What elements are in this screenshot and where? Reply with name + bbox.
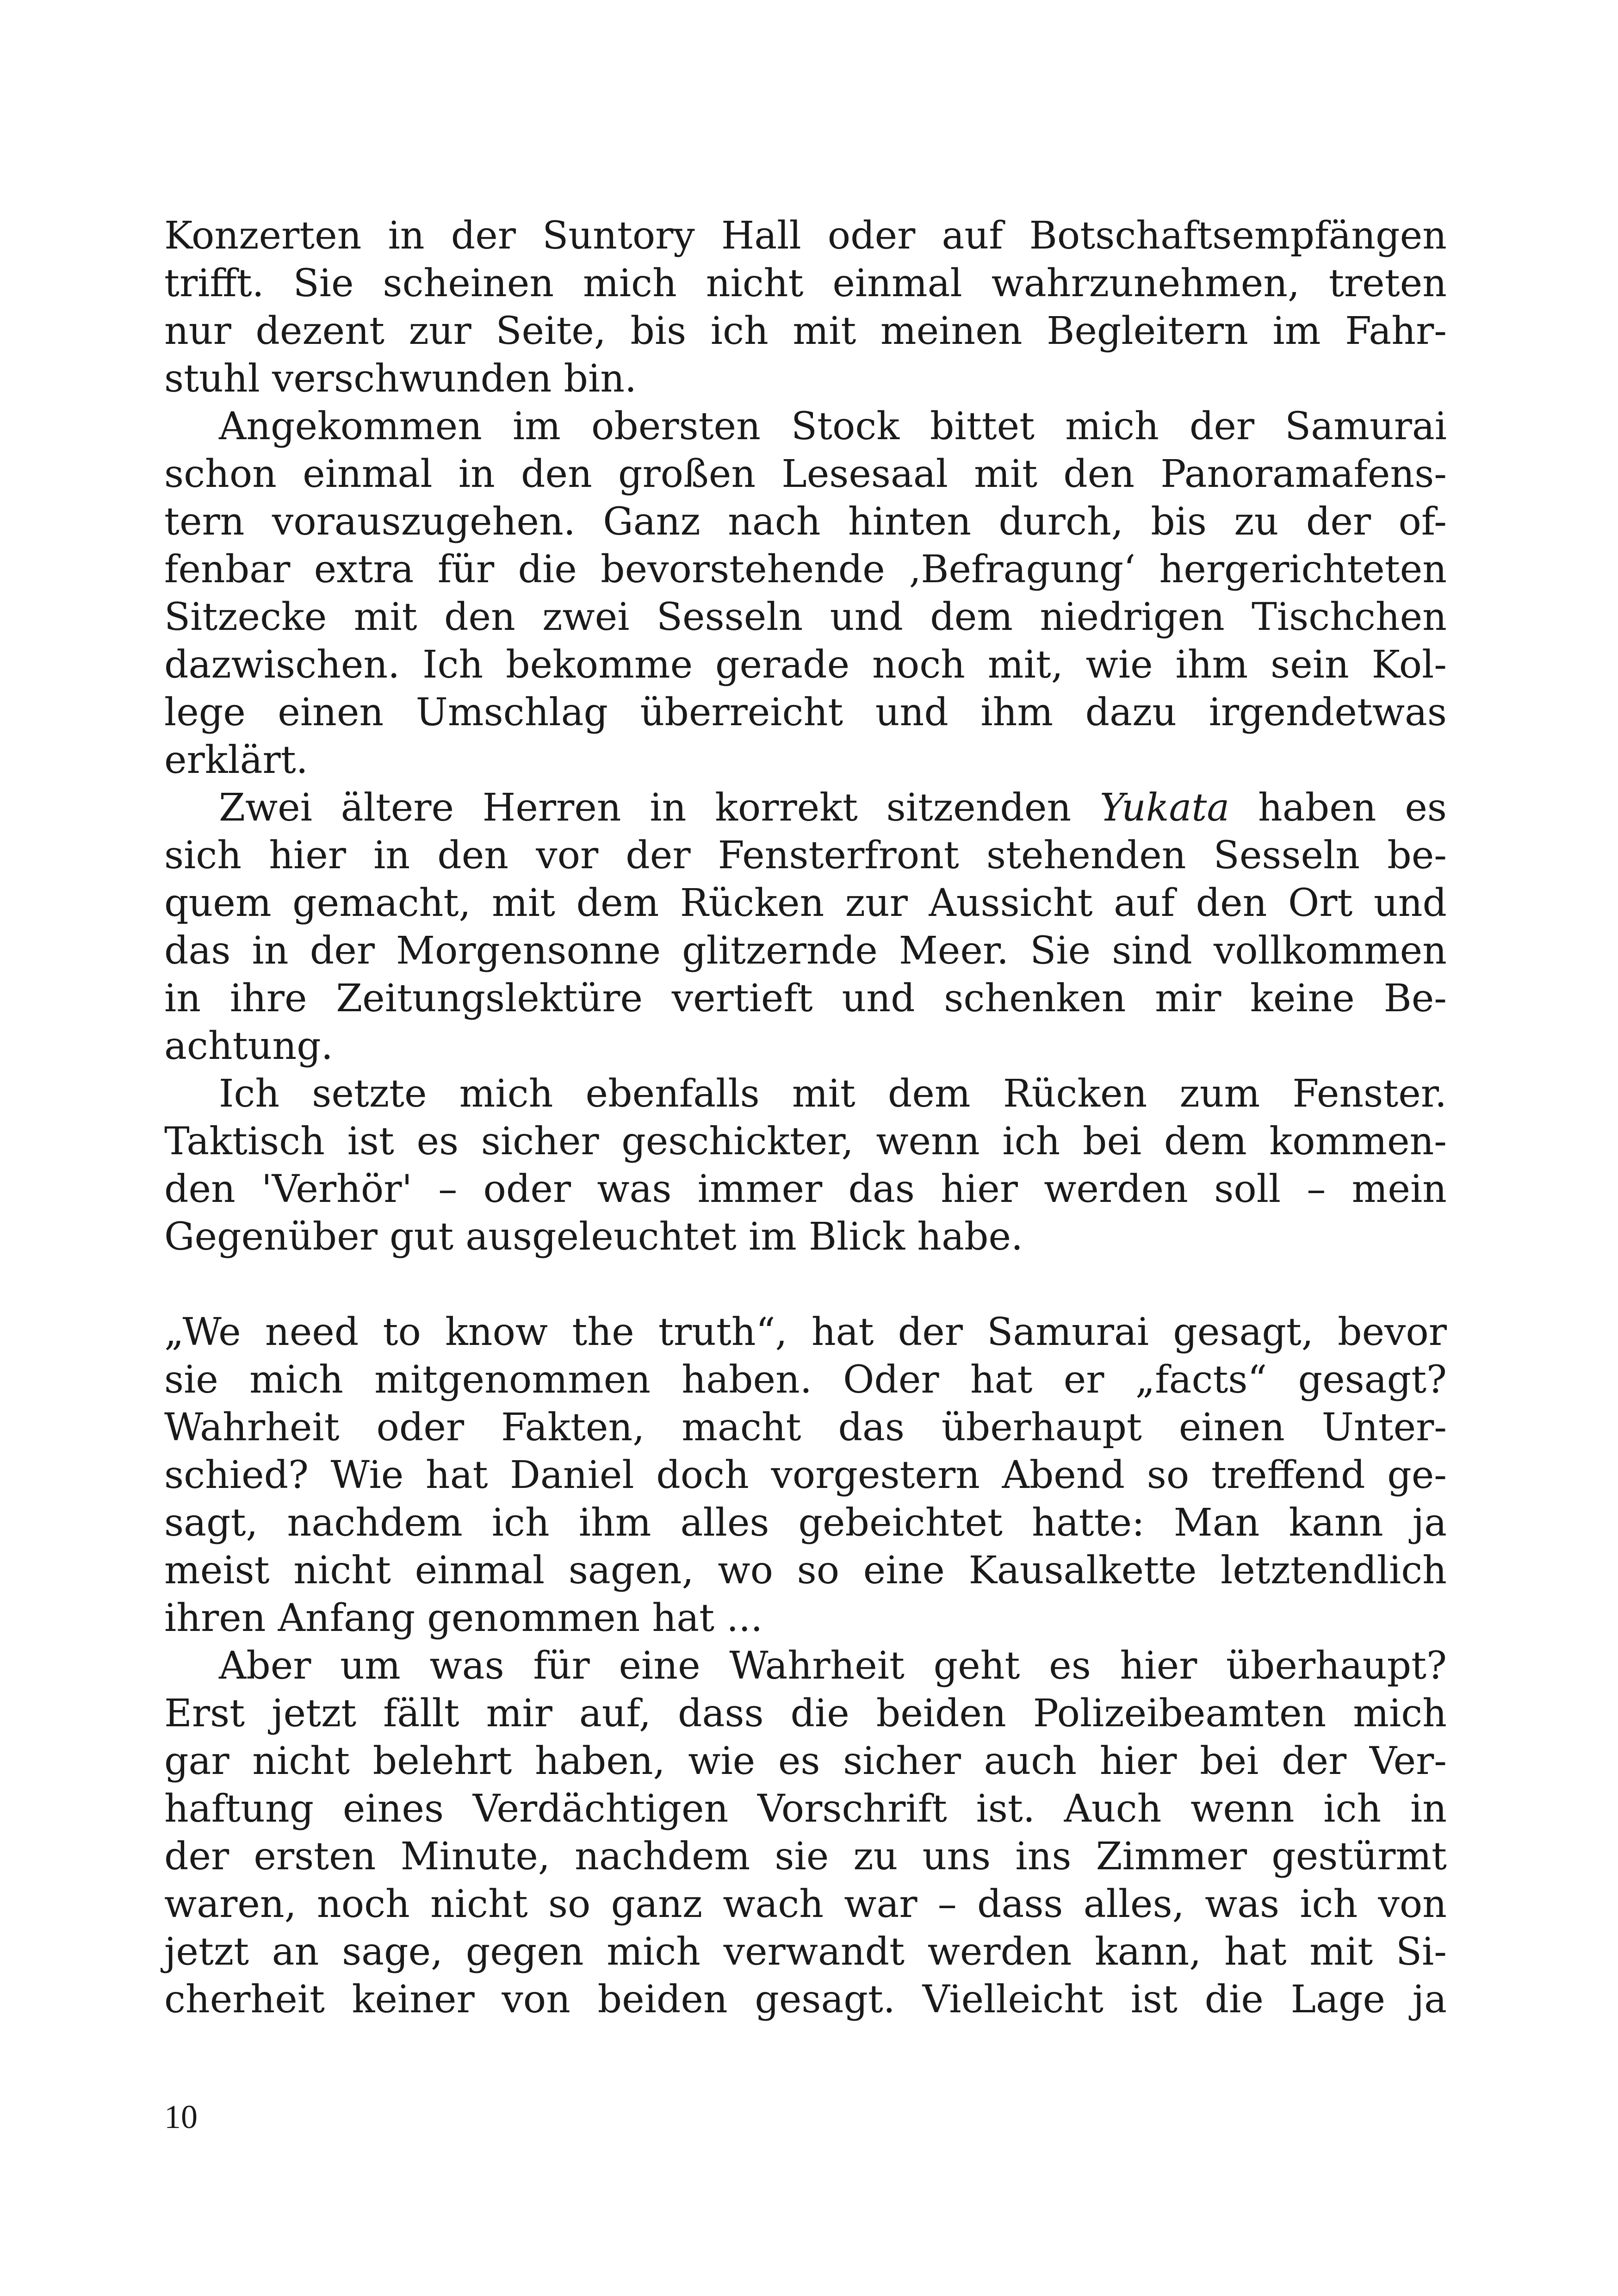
text-line: Ich setzte mich ebenfalls mit dem Rücken zum Fenster.	[219, 1072, 1447, 1116]
text-line: sie mich mitgenommen haben. Oder hat er „facts“ gesagt?	[164, 1358, 1447, 1402]
text-line: Konzerten in der Suntory Hall oder auf Botschaftsempfängen	[164, 214, 1447, 258]
text-line: haftung eines Verdächtigen Vorschrift ist. Auch wenn ich in	[164, 1787, 1447, 1831]
text-segment: Yukata	[1100, 786, 1230, 830]
text-line: Aber um was für eine Wahrheit geht es hier überhaupt?	[219, 1644, 1447, 1688]
text-segment: haben es	[1229, 786, 1447, 830]
text-segment: Zwei ältere Herren in korrekt sitzenden	[219, 786, 1100, 830]
text-line: ihren Anfang genommen hat ...	[164, 1596, 763, 1640]
text-line: den 'Verhör' – oder was immer das hier werden soll – mein	[164, 1167, 1447, 1211]
text-line: „We need to know the truth“, hat der Samurai gesagt, bevor	[164, 1310, 1447, 1354]
text-line: cherheit keiner von beiden gesagt. Vielleicht ist die Lage ja	[164, 1978, 1447, 2022]
text-line: in ihre Zeitungslektüre vertieft und schenken mir keine Be-	[164, 977, 1447, 1020]
text-line: Taktisch ist es sicher geschickter, wenn ich bei dem kommen-	[164, 1120, 1447, 1164]
body-text	[164, 212, 1447, 2023]
text-line: Sitzecke mit den zwei Sesseln und dem niedrigen Tischchen	[164, 595, 1447, 639]
text-line: jetzt an sage, gegen mich verwandt werden kann, hat mit Si-	[164, 1930, 1447, 1974]
section-break	[164, 1261, 1447, 1308]
paragraph	[164, 1070, 1447, 1261]
text-line: schied? Wie hat Daniel doch vorgestern Abend so treffend ge-	[164, 1453, 1447, 1497]
text-line: lege einen Umschlag überreicht und ihm dazu irgendetwas	[164, 691, 1447, 734]
text-line: trifft. Sie scheinen mich nicht einmal wahrzunehmen, treten	[164, 261, 1447, 305]
paragraph	[164, 212, 1447, 403]
text-line: sich hier in den vor der Fensterfront stehenden Sesseln be-	[164, 834, 1447, 877]
text-line: der ersten Minute, nachdem sie zu uns ins Zimmer gestürmt	[164, 1835, 1447, 1879]
text-line: quem gemacht, mit dem Rücken zur Aussicht auf den Ort und	[164, 881, 1447, 925]
paragraph	[164, 784, 1447, 1070]
text-line: stuhl verschwunden bin.	[164, 357, 637, 401]
page-number: 10	[164, 2098, 198, 2135]
text-line: Angekommen im obersten Stock bittet mich der Samurai	[219, 404, 1447, 448]
text-line: fenbar extra für die bevorstehende ‚Befragung‘ hergerichteten	[164, 548, 1447, 591]
text-line: nur dezent zur Seite, bis ich mit meinen Begleitern im Fahr-	[164, 309, 1447, 353]
text-line: Erst jetzt fällt mir auf, dass die beiden Polizeibeamten mich	[164, 1692, 1447, 1736]
text-line: das in der Morgensonne glitzernde Meer. Sie sind vollkommen	[164, 929, 1447, 973]
text-line: Gegenüber gut ausgeleuchtet im Blick habe.	[164, 1215, 1023, 1259]
text-line: erklärt.	[164, 738, 308, 782]
text-line: achtung.	[164, 1024, 333, 1068]
text-line: waren, noch nicht so ganz wach war – dass alles, was ich von	[164, 1882, 1447, 1926]
text-line: dazwischen. Ich bekomme gerade noch mit, wie ihm sein Kol-	[164, 643, 1447, 687]
text-line: tern vorauszugehen. Ganz nach hinten durch, bis zu der of-	[164, 500, 1447, 544]
text-line: Wahrheit oder Fakten, macht das überhaupt einen Unter-	[164, 1406, 1447, 1450]
paragraph	[164, 1642, 1447, 2023]
paragraph	[164, 403, 1447, 784]
text-line: gar nicht belehrt haben, wie es sicher auch hier bei der Ver-	[164, 1739, 1447, 1783]
text-line: schon einmal in den großen Lesesaal mit den Panoramafens-	[164, 452, 1447, 496]
text-line: sagt, nachdem ich ihm alles gebeichtet hatte: Man kann ja	[164, 1501, 1447, 1545]
text-line: meist nicht einmal sagen, wo so eine Kausalkette letztendlich	[164, 1549, 1447, 1593]
text-line	[164, 784, 1447, 832]
paragraph	[164, 1308, 1447, 1642]
